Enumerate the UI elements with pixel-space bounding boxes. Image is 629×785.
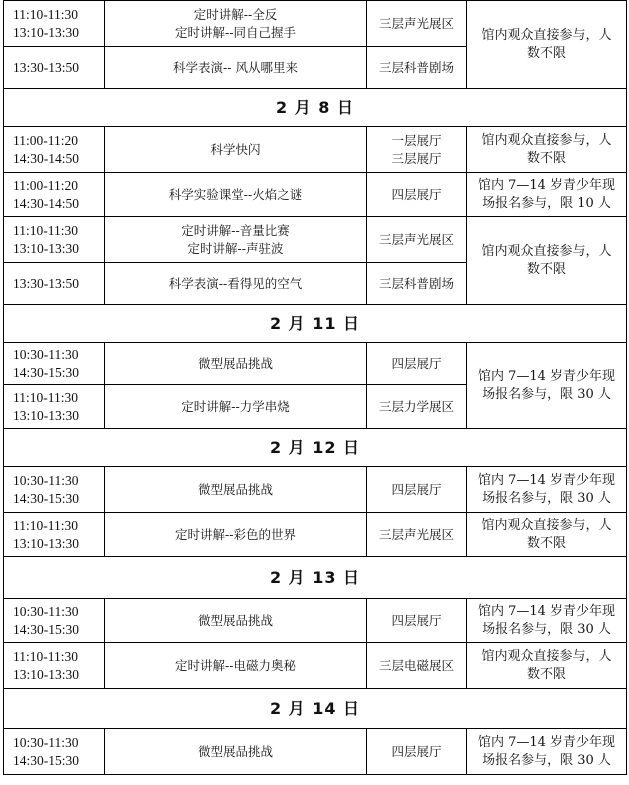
time-cell	[4, 729, 105, 775]
time-cell-line: 10:30-11:30	[13, 603, 79, 619]
date-header-row	[4, 689, 627, 729]
participation-cell-line: 数不限	[526, 535, 566, 551]
participation-cell-line: 馆内观众直接参与，人	[481, 648, 612, 664]
location-cell-line: 一层展厅	[391, 132, 442, 148]
activity-cell-line: 定时讲解--全反	[193, 6, 278, 22]
date-header-row	[4, 557, 627, 599]
activity-cell	[105, 343, 367, 385]
time-cell-line: 11:10-11:30	[13, 389, 78, 405]
location-cell	[367, 173, 467, 217]
activity-cell	[105, 513, 367, 557]
location-cell-line: 三层声光展区	[378, 15, 454, 31]
participation-cell	[467, 217, 627, 305]
location-cell-line: 三层科普剧场	[378, 275, 454, 291]
time-cell-line: 10:30-11:30	[13, 472, 79, 488]
location-cell	[367, 47, 467, 89]
time-cell	[4, 127, 105, 173]
activity-cell-line: 科学实验课堂--火焰之谜	[168, 186, 303, 202]
location-cell	[367, 127, 467, 173]
participation-cell	[467, 729, 627, 775]
date-header-row	[4, 89, 627, 127]
time-cell-line: 11:00-11:20	[13, 177, 78, 193]
time-cell	[4, 173, 105, 217]
participation-cell	[467, 643, 627, 689]
schedule-row	[4, 643, 627, 689]
location-cell-line: 四层展厅	[391, 186, 442, 202]
date-header: 2 月 11 日	[4, 305, 627, 343]
participation-cell	[467, 343, 627, 429]
participation-cell	[467, 1, 627, 89]
participation-cell-line: 馆内 7—14 岁青少年现	[477, 603, 616, 619]
schedule-row	[4, 513, 627, 557]
time-cell-line: 14:30-15:30	[13, 621, 79, 637]
time-cell-line: 13:30-13:50	[13, 59, 79, 75]
schedule-row	[4, 173, 627, 217]
schedule-row	[4, 599, 627, 643]
location-cell	[367, 729, 467, 775]
activity-cell-line: 微型展品挑战	[197, 743, 273, 759]
participation-cell	[467, 513, 627, 557]
participation-cell-line: 场报名参与，限 30 人	[482, 386, 611, 402]
location-cell-line: 四层展厅	[391, 355, 442, 371]
location-cell-line: 三层声光展区	[378, 231, 454, 247]
participation-cell-line: 场报名参与，限 10 人	[482, 195, 611, 211]
participation-cell-line: 场报名参与，限 30 人	[482, 490, 611, 506]
participation-cell-line: 场报名参与，限 30 人	[482, 621, 611, 637]
time-cell-line: 14:30-15:30	[13, 490, 79, 506]
participation-cell	[467, 127, 627, 173]
date-header-row	[4, 429, 627, 467]
time-cell-line: 11:10-11:30	[13, 222, 78, 238]
activity-cell	[105, 47, 367, 89]
location-cell	[367, 467, 467, 513]
time-cell	[4, 1, 105, 47]
participation-cell-line: 馆内观众直接参与，人	[481, 517, 612, 533]
time-cell	[4, 343, 105, 385]
time-cell-line: 13:30-13:50	[13, 275, 79, 291]
activity-cell-line: 微型展品挑战	[197, 355, 273, 371]
participation-cell	[467, 173, 627, 217]
location-cell	[367, 643, 467, 689]
schedule-row	[4, 127, 627, 173]
date-header: 2 月 13 日	[4, 557, 627, 599]
participation-cell	[467, 467, 627, 513]
participation-cell-line: 馆内观众直接参与，人	[481, 243, 612, 259]
time-cell-line: 11:10-11:30	[13, 517, 78, 533]
schedule-row	[4, 467, 627, 513]
participation-cell-line: 馆内观众直接参与，人	[481, 132, 612, 148]
time-cell-line: 14:30-15:30	[13, 752, 79, 768]
schedule-row	[4, 729, 627, 775]
activity-cell-line: 定时讲解--彩色的世界	[175, 526, 296, 542]
date-header: 2 月 12 日	[4, 429, 627, 467]
activity-cell-line: 微型展品挑战	[197, 481, 273, 497]
location-cell	[367, 343, 467, 385]
activity-cell-line: 科学表演-- 风从哪里来	[173, 59, 298, 75]
activity-cell-line: 定时讲解--电磁力奥秘	[175, 657, 296, 673]
time-cell-line: 13:10-13:30	[13, 407, 79, 423]
location-cell-line: 三层科普剧场	[378, 59, 454, 75]
activity-cell	[105, 599, 367, 643]
time-cell-line: 14:30-15:30	[13, 364, 79, 380]
time-cell	[4, 263, 105, 305]
time-cell-line: 13:10-13:30	[13, 24, 79, 40]
location-cell-line: 三层电磁展区	[378, 657, 454, 673]
participation-cell-line: 馆内 7—14 岁青少年现	[477, 177, 616, 193]
participation-cell-line: 场报名参与，限 30 人	[482, 752, 611, 768]
date-header: 2 月 8 日	[4, 89, 627, 127]
location-cell-line: 四层展厅	[391, 743, 442, 759]
participation-cell-line: 馆内 7—14 岁青少年现	[477, 734, 616, 750]
location-cell	[367, 599, 467, 643]
activity-cell	[105, 173, 367, 217]
time-cell	[4, 385, 105, 429]
date-header: 2 月 14 日	[4, 689, 627, 729]
activity-cell	[105, 729, 367, 775]
schedule-body	[4, 1, 627, 775]
schedule-row	[4, 343, 627, 385]
participation-cell	[467, 599, 627, 643]
activity-cell	[105, 217, 367, 263]
time-cell-line: 11:10-11:30	[13, 648, 78, 664]
location-cell	[367, 1, 467, 47]
time-cell	[4, 467, 105, 513]
time-cell	[4, 47, 105, 89]
time-cell-line: 11:10-11:30	[13, 6, 78, 22]
time-cell-line: 11:00-11:20	[13, 132, 78, 148]
time-cell-line: 14:30-14:50	[13, 195, 79, 211]
activity-cell	[105, 467, 367, 513]
location-cell	[367, 385, 467, 429]
location-cell-line: 三层展厅	[391, 150, 442, 166]
time-cell	[4, 217, 105, 263]
activity-cell	[105, 263, 367, 305]
time-cell	[4, 513, 105, 557]
location-cell-line: 四层展厅	[391, 612, 442, 628]
time-cell-line: 10:30-11:30	[13, 346, 79, 362]
activity-cell-line: 定时讲解--音量比赛	[181, 222, 290, 238]
location-cell-line: 三层力学展区	[378, 398, 454, 414]
activity-cell-line: 微型展品挑战	[197, 612, 273, 628]
location-cell-line: 三层声光展区	[378, 526, 454, 542]
participation-cell-line: 馆内 7—14 岁青少年现	[477, 368, 616, 384]
time-cell-line: 13:10-13:30	[13, 535, 79, 551]
location-cell	[367, 217, 467, 263]
time-cell-line: 10:30-11:30	[13, 734, 79, 750]
participation-cell-line: 数不限	[526, 150, 566, 166]
participation-cell-line: 数不限	[526, 261, 566, 277]
schedule-table	[3, 0, 627, 775]
activity-cell-line: 定时讲解--同自己握手	[175, 24, 296, 40]
location-cell	[367, 513, 467, 557]
time-cell	[4, 599, 105, 643]
activity-cell-line: 定时讲解--力学串烧	[181, 398, 290, 414]
time-cell-line: 13:10-13:30	[13, 666, 79, 682]
location-cell-line: 四层展厅	[391, 481, 442, 497]
participation-cell-line: 数不限	[526, 45, 566, 61]
activity-cell	[105, 643, 367, 689]
schedule-row	[4, 1, 627, 47]
participation-cell-line: 馆内 7—14 岁青少年现	[477, 472, 616, 488]
activity-cell	[105, 127, 367, 173]
activity-cell	[105, 1, 367, 47]
activity-cell-line: 科学表演--看得见的空气	[168, 275, 303, 291]
location-cell	[367, 263, 467, 305]
time-cell	[4, 643, 105, 689]
date-header-row	[4, 305, 627, 343]
time-cell-line: 13:10-13:30	[13, 240, 79, 256]
participation-cell-line: 馆内观众直接参与，人	[481, 27, 612, 43]
activity-cell	[105, 385, 367, 429]
activity-cell-line: 定时讲解--声驻波	[187, 240, 284, 256]
schedule-row	[4, 217, 627, 263]
participation-cell-line: 数不限	[526, 666, 566, 682]
activity-cell-line: 科学快闪	[210, 141, 261, 157]
time-cell-line: 14:30-14:50	[13, 150, 79, 166]
